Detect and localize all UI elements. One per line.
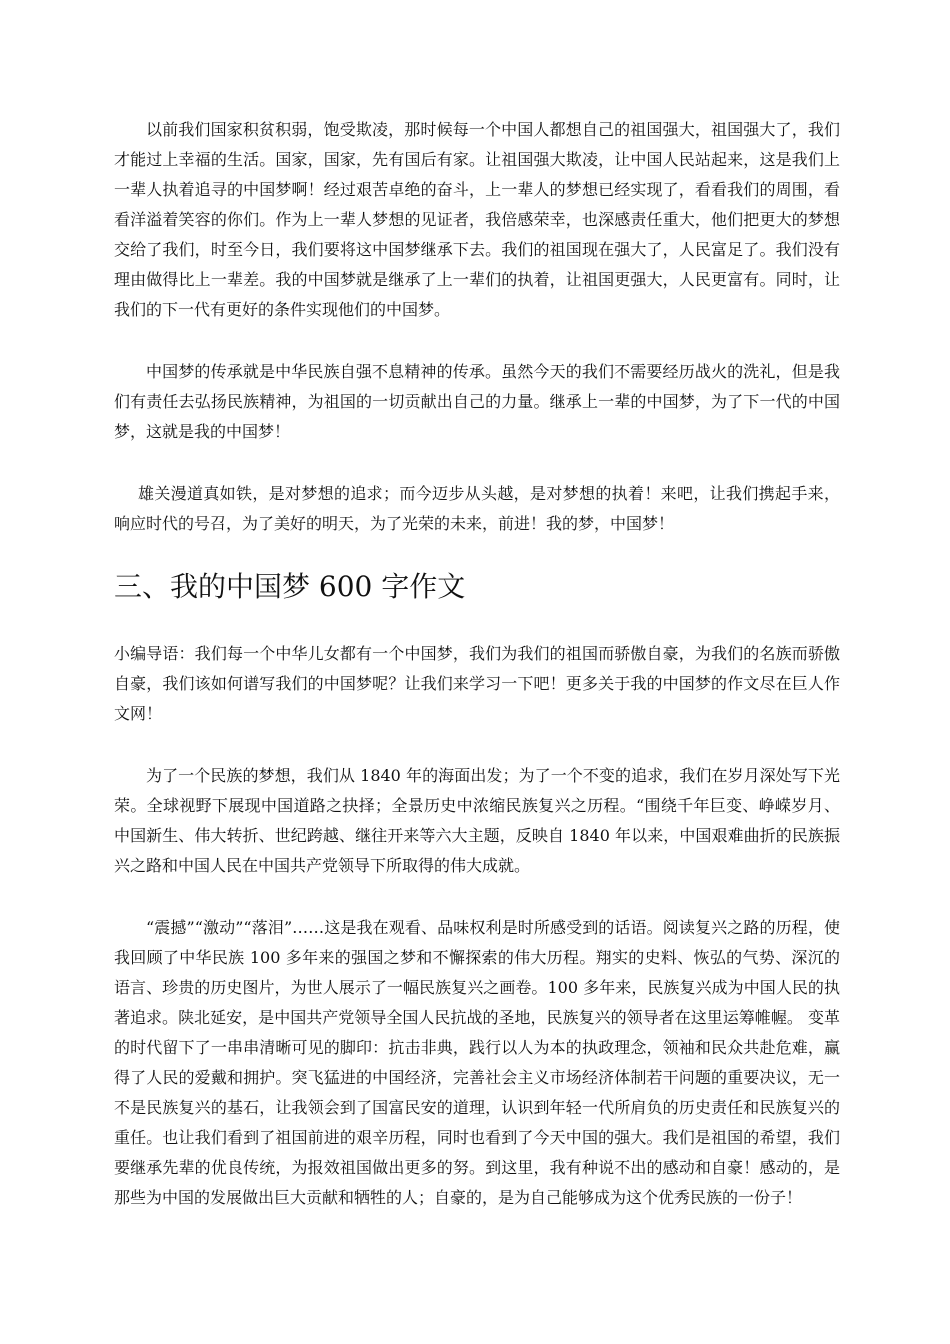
body-paragraph: 为了一个民族的梦想，我们从 1840 年的海面出发；为了一个不变的追求，我们在岁月深处写下光荣。全球视野下展现中国道路之抉择；全景历史中浓缩民族复兴之历程。“围绕千年巨变、峥嵘岁月、中国新生、伟大转折、世纪跨越、继往开来等六大主题，反映自 1840 年以来，中国艰难曲折的民族振兴之路和中国人民在中国共产党领导下所取得的伟大成就。 bbox=[114, 766, 840, 875]
intro-paragraph: 小编导语：我们每一个中华儿女都有一个中国梦，我们为我们的祖国而骄傲自豪，为我们的名族而骄傲自豪，我们该如何谱写我们的中国梦呢？让我们来学习一下吧！更多关于我的中国梦的作文尽在巨人作文网！ bbox=[114, 644, 840, 723]
document-page bbox=[114, 115, 840, 1213]
body-paragraph: “震撼”“激动”“落泪”……这是我在观看、品味权利是时所感受到的话语。阅读复兴之路的历程，使我回顾了中华民族 100 多年来的强国之梦和不懈探索的伟大历程。翔实的史料、恢弘的气势、深沉的语言、珍贵的历史图片，为世人展示了一幅民族复兴之画卷。100 多年来，民族复兴成为中国人民的执著追求。陕北延安，是中国共产党领导全国人民抗战的圣地，民族复兴的领导者在这里运筹帷幄。 变革的时代留下了一串串清晰可见的脚印：抗击非典，践行以人为本的执政理念，领袖和民众共赴危难，赢得了人民的爱戴和拥护。突飞猛进的中国经济，完善社会主义市场经济体制若干问题的重要决议，无一不是民族复兴的基石，让我领会到了国富民安的道理，认识到年轻一代所肩负的历史责任和民族复兴的重任。也让我们看到了祖国前进的艰辛历程，同时也看到了今天中国的强大。我们是祖国的希望，我们要继承先辈的优良传统，为报效祖国做出更多的努。到这里，我有种说不出的感动和自豪！感动的，是那些为中国的发展做出巨大贡献和牺牲的人；自豪的，是为自己能够成为这个优秀民族的一份子！ bbox=[114, 918, 840, 1207]
body-paragraph: 以前我们国家积贫积弱，饱受欺凌，那时候每一个中国人都想自己的祖国强大，祖国强大了，我们才能过上幸福的生活。国家，国家，先有国后有家。让祖国强大欺凌，让中国人民站起来，这是我们上一辈人执着追寻的中国梦啊！经过艰苦卓绝的奋斗，上一辈人的梦想已经实现了，看看我们的周围，看看洋溢着笑容的你们。作为上一辈人梦想的见证者，我倍感荣幸，也深感责任重大，他们把更大的梦想交给了我们，时至今日，我们要将这中国梦继承下去。我们的祖国现在强大了，人民富足了。我们没有理由做得比上一辈差。我的中国梦就是继承了上一辈们的执着，让祖国更强大，人民更富有。同时，让我们的下一代有更好的条件实现他们的中国梦。 bbox=[114, 120, 840, 319]
body-paragraph: 雄关漫道真如铁，是对梦想的追求；而今迈步从头越，是对梦想的执着！来吧，让我们携起手来，响应时代的号召，为了美好的明天，为了光荣的未来，前进！我的梦，中国梦！ bbox=[114, 484, 840, 533]
section-heading: 三、我的中国梦 600 字作文 bbox=[114, 570, 466, 603]
body-paragraph: 中国梦的传承就是中华民族自强不息精神的传承。虽然今天的我们不需要经历战火的洗礼，但是我们有责任去弘扬民族精神，为祖国的一切贡献出自己的力量。继承上一辈的中国梦，为了下一代的中国梦，这就是我的中国梦！ bbox=[114, 362, 840, 441]
